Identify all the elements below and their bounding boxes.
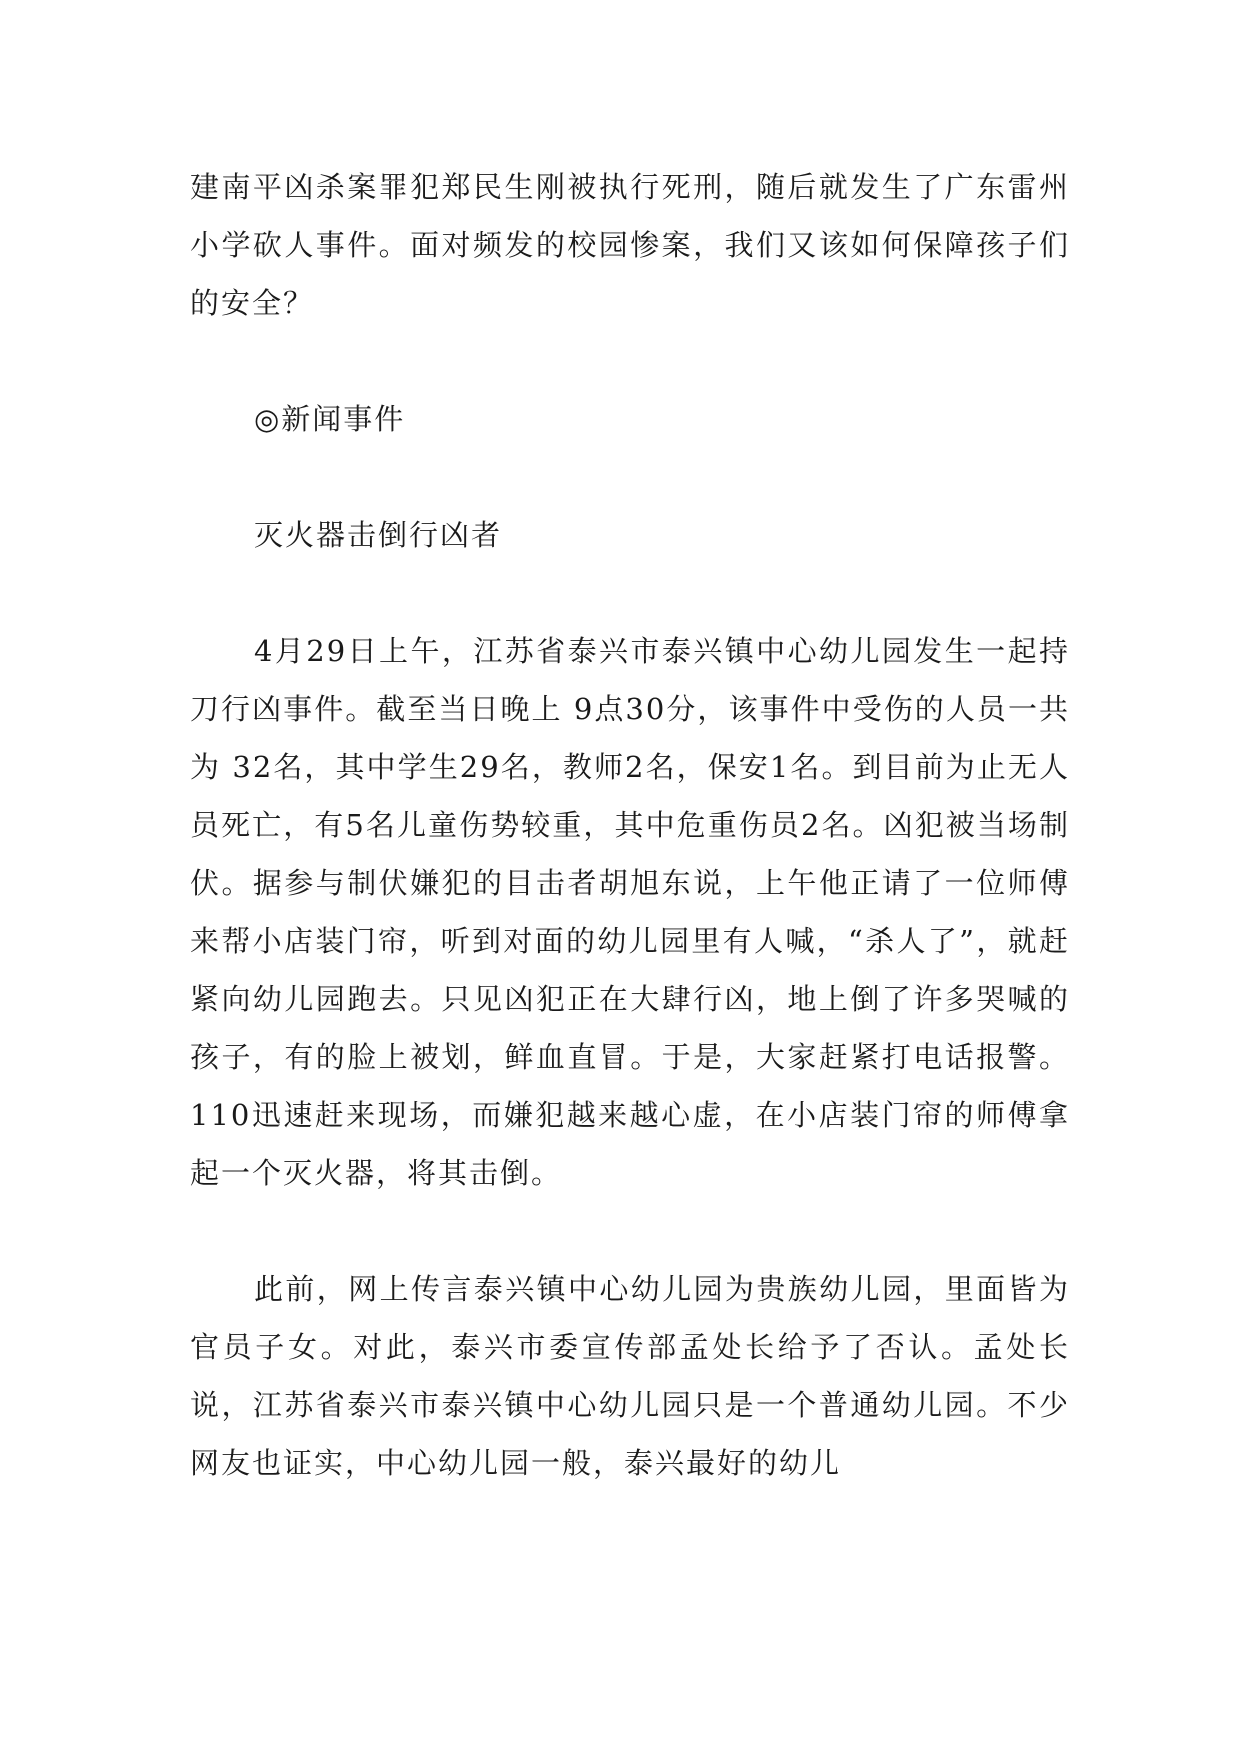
paragraph-gap <box>190 448 1070 506</box>
paragraph-gap <box>190 1202 1070 1260</box>
paragraph-gap <box>190 564 1070 622</box>
subheading-extinguisher: 灭火器击倒行凶者 <box>254 518 503 552</box>
section-heading-news-event: ◎新闻事件 <box>254 402 406 436</box>
paragraph-rumor-response: 此前，网上传言泰兴镇中心幼儿园为贵族幼儿园，里面皆为官员子女。对此，泰兴市委宣传部孟处长给予了否认。孟处长说，江苏省泰兴市泰兴镇中心幼儿园只是一个普通幼儿园。不少网友也证实，中心幼儿园一般，泰兴最好的幼儿 <box>190 1272 1070 1480</box>
document-body <box>190 158 1070 1492</box>
paragraph-intro: 建南平凶杀案罪犯郑民生刚被执行死刑，随后就发生了广东雷州小学砍人事件。面对频发的校园惨案，我们又该如何保障孩子们的安全？ <box>190 170 1070 320</box>
paragraph-gap <box>190 332 1070 390</box>
paragraph-incident-report: 4月29日上午，江苏省泰兴市泰兴镇中心幼儿园发生一起持刀行凶事件。截至当日晚上 9点30分，该事件中受伤的人员一共为 32名，其中学生29名，教师2名，保安1名。到目前为止无人员死亡，有5名儿童伤势较重，其中危重伤员2名。凶犯被当场制伏。据参与制伏嫌犯的目击者胡旭东说，上午他正请了一位师傅来帮小店装门帘，听到对面的幼儿园里有人喊，“杀人了”，就赶紧向幼儿园跑去。只见凶犯正在大肆行凶，地上倒了许多哭喊的孩子，有的脸上被划，鲜血直冒。于是，大家赶紧打电话报警。110迅速赶来现场，而嫌犯越来越心虚，在小店装门帘的师傅拿起一个灭火器，将其击倒。 <box>190 634 1070 1190</box>
